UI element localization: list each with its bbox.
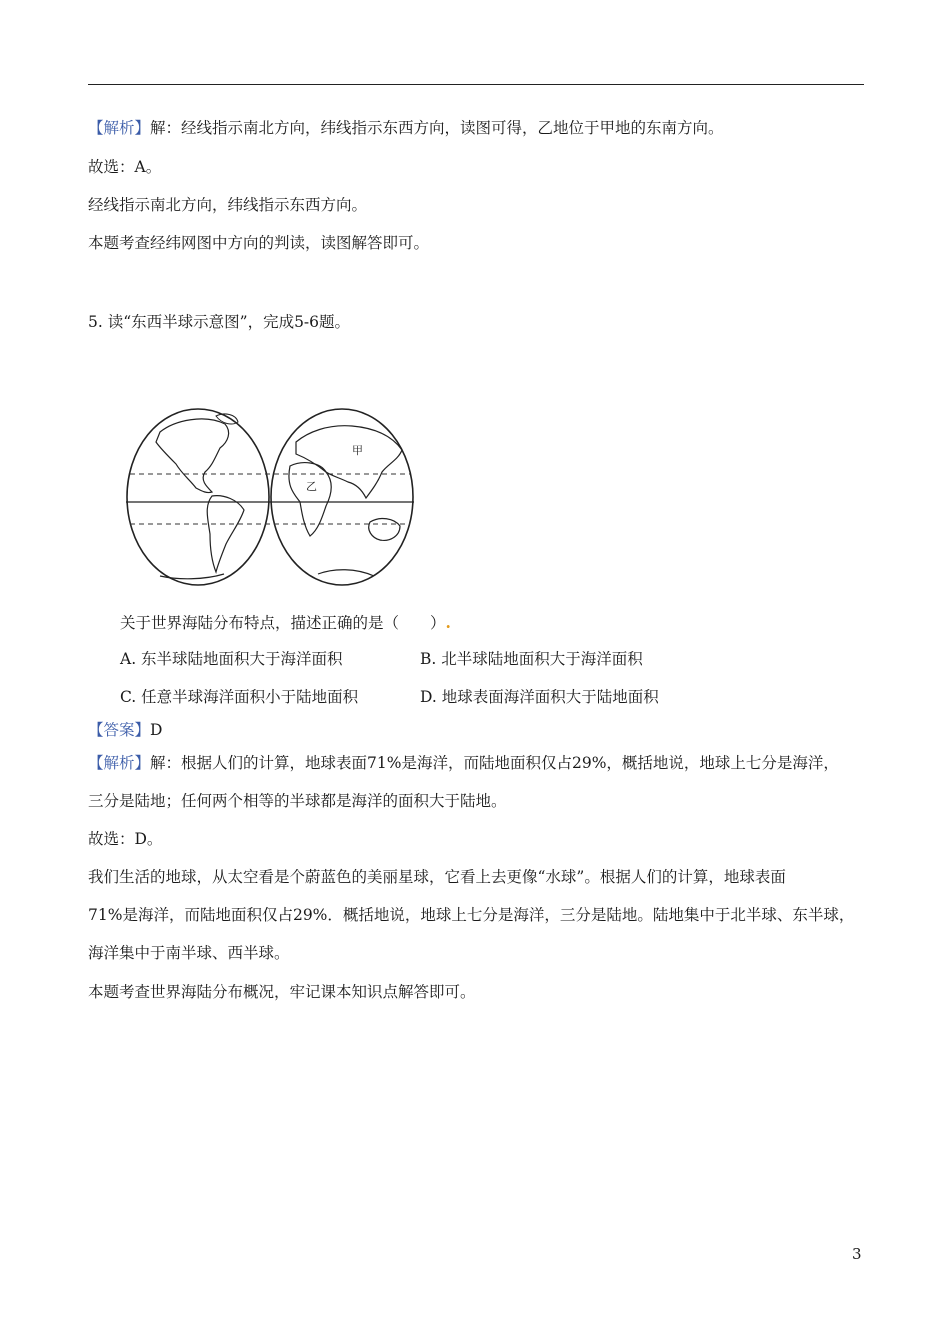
option-b: B. 北半球陆地面积大于海洋面积	[420, 650, 643, 668]
q4-note-rest: 指示南北方向，纬线指示东西方向。	[119, 196, 368, 214]
answer-tag: 【答案】	[88, 721, 151, 739]
q4-explanation	[88, 116, 724, 138]
q5-choice-line: 故选：D。	[88, 830, 163, 848]
option-a: A. 东半球陆地面积大于海洋面积	[120, 650, 343, 668]
western-hemisphere-outline	[127, 409, 269, 585]
q5-stem: 5. 读“东西半球示意图”，完成5-6题。	[88, 313, 351, 331]
answer-value: D	[150, 721, 163, 739]
page-number: 3	[852, 1245, 862, 1263]
hemisphere-map	[120, 402, 420, 592]
q4-note	[88, 193, 367, 215]
q5-paragraph-line-3: 海洋集中于南半球、西半球。	[88, 944, 290, 962]
q5-explanation-line-1	[88, 751, 839, 773]
analysis-tag: 【解析】	[88, 119, 151, 137]
header-rule	[88, 84, 864, 85]
analysis-tag-2: 【解析】	[88, 754, 151, 772]
option-d: D. 地球表面海洋面积大于陆地面积	[420, 688, 659, 706]
q4-note-prefix: 经线	[88, 196, 120, 214]
eastern-hemisphere-outline	[271, 409, 413, 585]
label-yi: 乙	[306, 480, 317, 493]
label-jia: 甲	[352, 444, 363, 457]
q5-paragraph-line-1: 我们生活的地球，从太空看是个蔚蓝色的美丽星球，它看上去更像“水球”。根据人们的计算，地球表面	[88, 868, 786, 886]
q5-answer	[88, 718, 162, 740]
q5-question-text: 关于世界海陆分布特点，描述正确的是（ ）	[120, 614, 446, 632]
q5-paragraph-line-2: 71%是海洋，而陆地面积仅占29%．概括地说，地球上七分是海洋，三分是陆地。陆地集中于北半球、东半球，	[88, 906, 855, 924]
q4-answer-line: 故选：A。	[88, 158, 162, 176]
q4-explain-text: 解：经线指示南北方向，纬线指示东西方向，读图可得，乙地位于甲地的东南方向。	[150, 119, 724, 137]
hemisphere-map-figure	[120, 402, 420, 596]
q5-explain-text-1: 解：根据人们的计算，地球表面71%是海洋，而陆地面积仅占29%，概括地说，地球上七分是海洋，	[150, 754, 839, 772]
q5-summary: 本题考查世界海陆分布概况，牢记课本知识点解答即可。	[88, 983, 476, 1001]
q4-summary: 本题考查经纬网图中方向的判读，读图解答即可。	[88, 234, 430, 252]
q5-explanation-line-2: 三分是陆地；任何两个相等的半球都是海洋的面积大于陆地。	[88, 792, 507, 810]
q5-question	[120, 611, 451, 633]
option-c: C. 任意半球海洋面积小于陆地面积	[120, 688, 359, 706]
q5-question-dot: .	[445, 613, 451, 632]
